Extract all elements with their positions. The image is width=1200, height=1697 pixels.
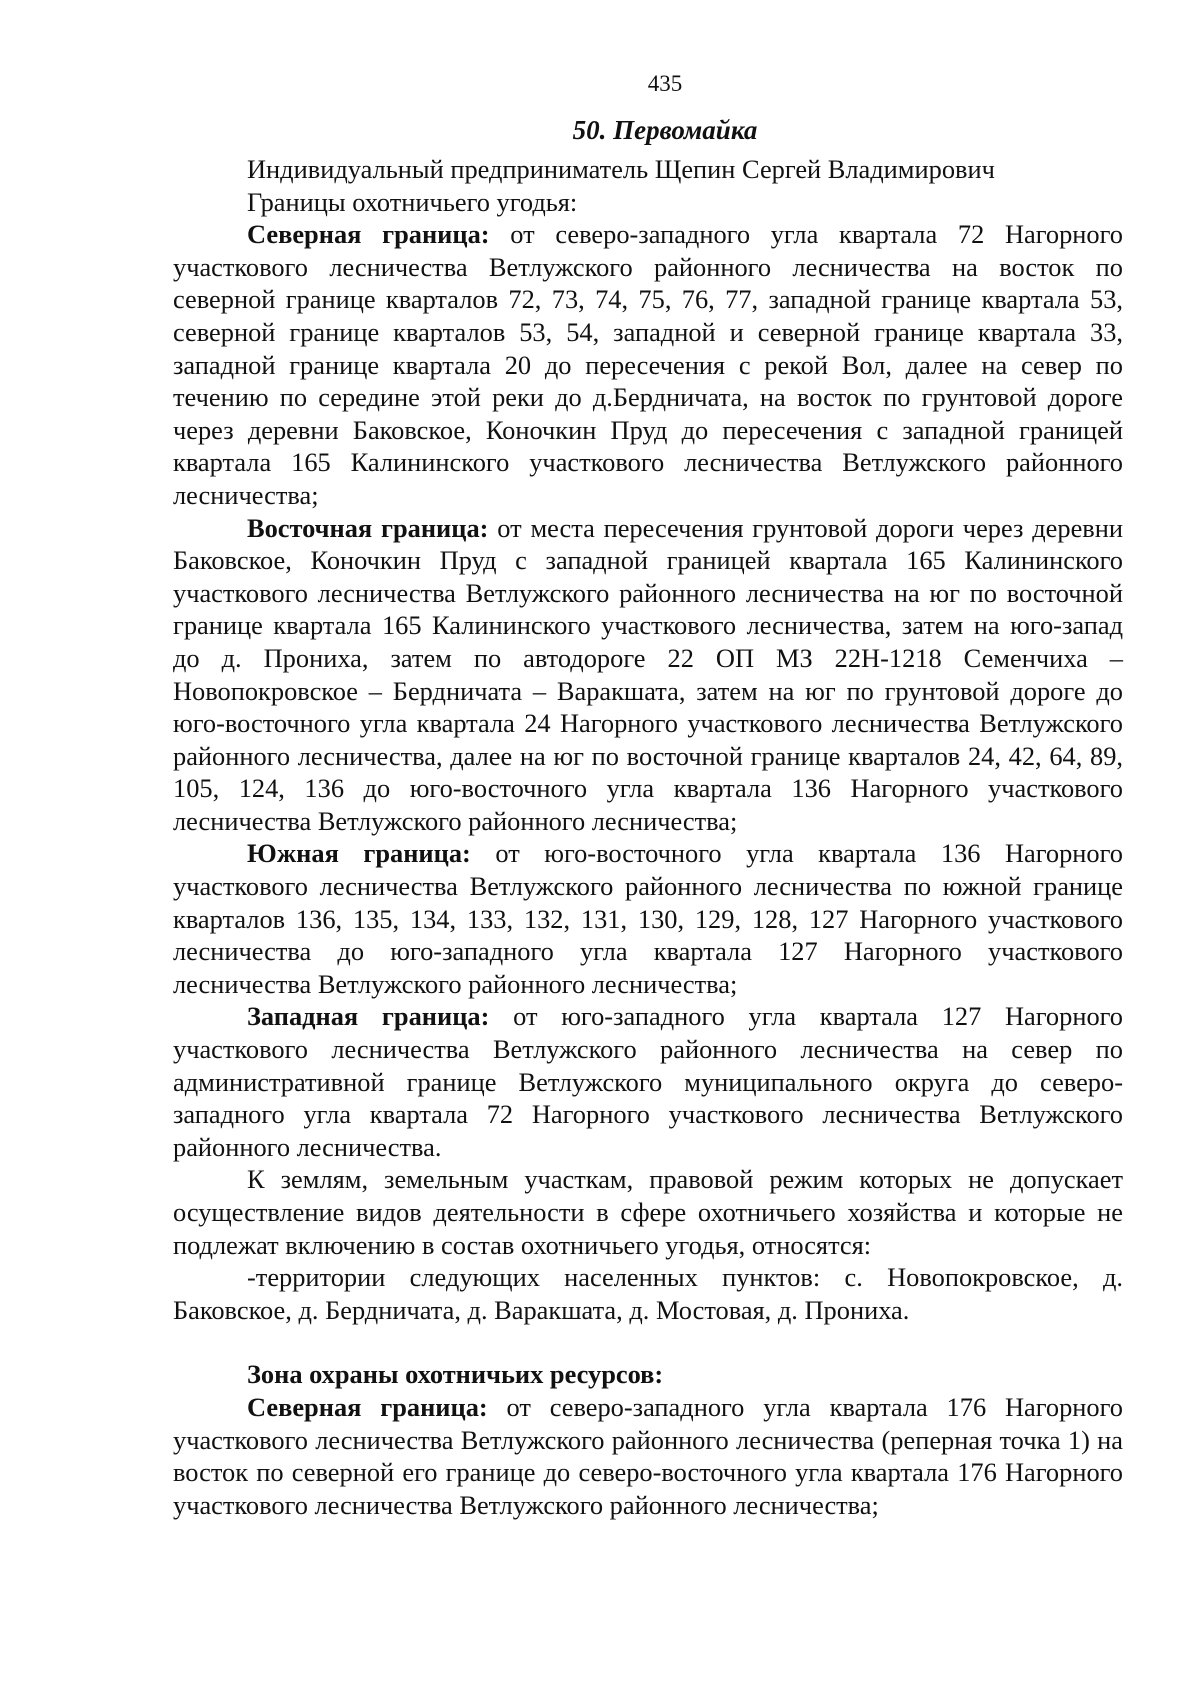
west-border-label: Западная граница: bbox=[247, 1001, 490, 1032]
north-border-text: от северо-западного угла квартала 72 Нагорного участкового лесничества Ветлужского районного лесничества на восток по северной границе кварталов 72, 73, 74, 75, 76, 77, западной границе квартала 53, северной границе кварталов 53, 54, западной и северной границе квартала 33, западной границе квартала 20 до пересечения с рекой Вол, далее на север по течению по середине этой реки до д.Бердничата, на восток по грунтовой дороге через деревни Баковское, Коночкин Пруд до пересечения с западной границей квартала 165 Калининского участкового лесничества Ветлужского районного лесничества; bbox=[173, 219, 1123, 510]
exclusions-item: -территории следующих населенных пунктов: с. Новопокровское, д. Баковское, д. Бердничата, д. Варакшата, д. Мостовая, д. Прониха. bbox=[173, 1262, 1123, 1325]
section-spacer bbox=[173, 1326, 1123, 1358]
east-border-text: от места пересечения грунтовой дороги через деревни Баковское, Коночкин Пруд с западной границей квартала 165 Калининского участкового лесничества Ветлужского районного лесничества на юг по восточной границе квартала 165 Калининского участкового лесничества, затем на юго-запад до д. Прониха, затем по автодороге 22 ОП МЗ 22Н-1218 Семенчиха – Новопокровское – Бердничата – Варакшата, затем на юг по грунтовой дороге до юго-восточного угла квартала 24 Нагорного участкового лесничества Ветлужского районного лесничества, далее на юг по восточной границе кварталов 24, 42, 64, 89, 105, 124, 136 до юго-восточного угла квартала 136 Нагорного участкового лесничества Ветлужского районного лесничества; bbox=[173, 512, 1123, 836]
south-border-paragraph bbox=[173, 837, 1123, 1000]
exclusions-intro: К землям, земельным участкам, правовой режим которых не допускает осуществление видов деятельности в сфере охотничьего хозяйства и которые не подлежат включению в состав охотничьего угодья, относятся: bbox=[173, 1164, 1123, 1260]
page-number: 435 bbox=[647, 71, 683, 96]
protection-north-label: Северная граница: bbox=[247, 1391, 488, 1422]
protection-north-paragraph bbox=[173, 1391, 1123, 1521]
north-border-label: Северная граница: bbox=[247, 219, 490, 250]
protection-zone-heading: Зона охраны охотничьих ресурсов: bbox=[247, 1359, 664, 1390]
protection-north-text: от северо-западного угла квартала 176 Нагорного участкового лесничества Ветлужского районного лесничества (реперная точка 1) на восток по северной его границе до северо-восточного угла квартала 176 Нагорного участкового лесничества Ветлужского районного лесничества; bbox=[173, 1391, 1123, 1520]
east-border-paragraph bbox=[173, 512, 1123, 838]
borders-intro: Границы охотничьего угодья: bbox=[247, 186, 578, 217]
north-border-paragraph bbox=[173, 218, 1123, 511]
west-border-text: от юго-западного угла квартала 127 Нагорного участкового лесничества Ветлужского районного лесничества на север по административной границе Ветлужского муниципального округа до северо-западного угла квартала 72 Нагорного участкового лесничества Ветлужского районного лесничества. bbox=[173, 1001, 1124, 1162]
document-body bbox=[173, 153, 1123, 1521]
west-border-paragraph bbox=[173, 1000, 1123, 1163]
section-title: 50. Первомайка bbox=[572, 115, 758, 145]
owner-line: Индивидуальный предприниматель Щепин Сергей Владимирович bbox=[247, 154, 995, 184]
east-border-label: Восточная граница: bbox=[247, 512, 489, 543]
south-border-text: от юго-восточного угла квартала 136 Нагорного участкового лесничества Ветлужского районного лесничества по южной границе кварталов 136, 135, 134, 133, 132, 131, 130, 129, 128, 127 Нагорного участкового лесничества до юго-западного угла квартала 127 Нагорного участкового лесничества Ветлужского районного лесничества; bbox=[173, 838, 1123, 999]
south-border-label: Южная граница: bbox=[247, 838, 471, 869]
